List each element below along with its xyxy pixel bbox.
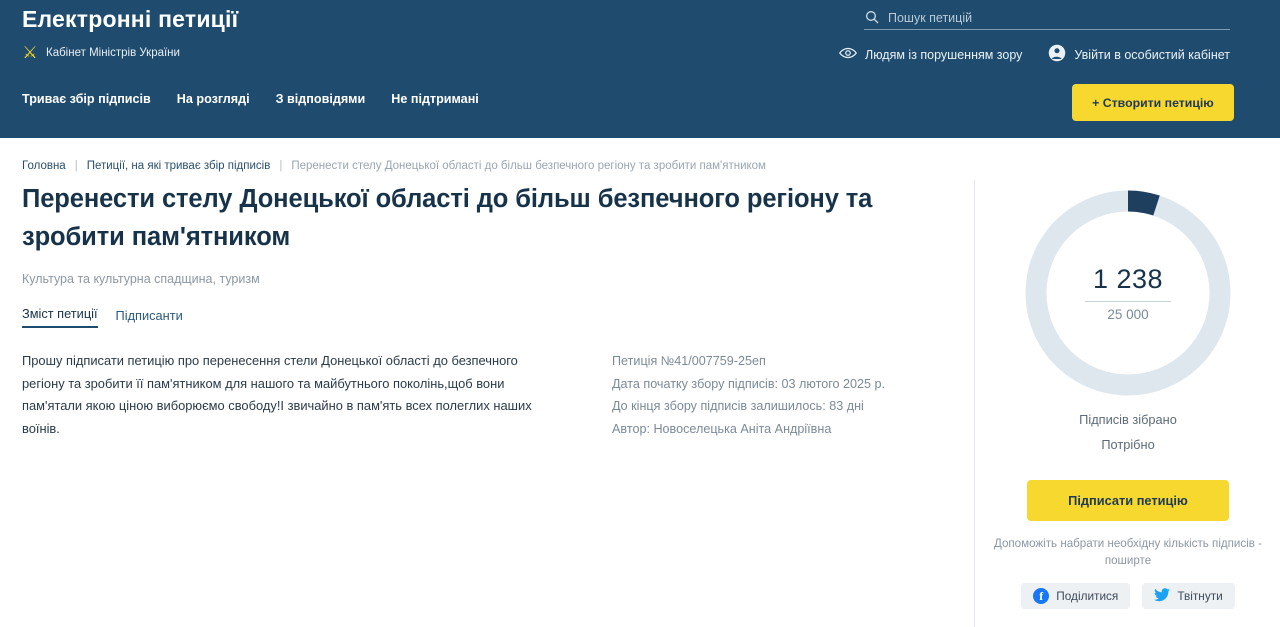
twitter-icon	[1154, 588, 1170, 605]
breadcrumb-item-home[interactable]: Головна	[22, 160, 66, 172]
nav-item-unsupported[interactable]: Не підтримані	[391, 92, 479, 106]
breadcrumb-separator: |	[279, 160, 283, 172]
petition-body	[22, 350, 952, 440]
search-icon	[864, 9, 882, 27]
page-title: Перенести стелу Донецької області до більш безпечного регіону та зробити пам'ятником	[22, 185, 873, 251]
brand-title: Електронні петиції	[22, 6, 239, 32]
header-links	[839, 44, 1230, 65]
nav-item-collecting[interactable]: Триває збір підписів	[22, 92, 151, 106]
login-link-label: Увійти в особистий кабінет	[1074, 47, 1230, 62]
petition-number: Петиція №41/007759-25еп	[612, 354, 766, 368]
petition-start-date: Дата початку збору підписів: 03 лютого 2025 р.	[612, 376, 886, 391]
create-petition-button[interactable]: + Створити петицію	[1072, 84, 1234, 121]
tab-content[interactable]: Зміст петиції	[22, 306, 98, 328]
label-needed: Потрібно	[1101, 437, 1155, 452]
petition-category: Культура та культурна спадщина, туризм	[22, 272, 260, 286]
sign-petition-button[interactable]: Підписати петицію	[1027, 480, 1229, 521]
site-header	[0, 0, 1280, 138]
signature-progress-donut	[1023, 188, 1233, 398]
nav-item-in-review[interactable]: На розгляді	[176, 92, 250, 106]
breadcrumb-separator: |	[74, 160, 78, 172]
breadcrumb	[22, 160, 766, 172]
main-nav	[22, 92, 479, 106]
signature-panel	[976, 180, 1280, 627]
accessibility-link[interactable]	[839, 46, 1022, 63]
petition-days-left: До кінця збору підписів залишилось: 83 дні	[612, 399, 864, 413]
share-facebook-label: Поділитися	[1056, 589, 1119, 603]
nav-item-answered[interactable]: З відповідями	[275, 92, 366, 106]
trident-icon: ⚔	[22, 43, 38, 62]
share-facebook-button[interactable]	[1021, 583, 1130, 609]
breadcrumb-item-collecting[interactable]: Петиції, на які триває збір підписів	[86, 160, 271, 172]
petition-text: Прошу підписати петицію про перенесення стели Донецької області до безпечного регіону та зробити її пам'ятником для нашого та майбутнього поколінь,щоб вони пам'ятали якою ціною виборюємо свободу!І звичайно в пам'ять всех полеглих наших воїнів.	[22, 353, 532, 436]
label-collected: Підписів зібрано	[1079, 412, 1177, 427]
brand-subtitle: Кабінет Міністрів України	[46, 47, 180, 59]
share-help-text: Допоможіть набрати необхідну кількість підписів - поширте	[993, 537, 1263, 567]
share-buttons	[976, 583, 1280, 609]
facebook-icon: f	[1033, 588, 1049, 604]
petition-meta	[612, 350, 942, 440]
accessibility-link-label: Людям із порушенням зору	[864, 47, 1023, 62]
petition-author: Автор: Новоселецька Аніта Андріївна	[612, 421, 832, 436]
search-bar[interactable]	[864, 6, 1230, 30]
petition-tabs	[22, 306, 952, 328]
eye-icon	[839, 46, 857, 63]
donut-divider	[1085, 301, 1171, 302]
signatures-goal: 25 000	[1107, 307, 1149, 322]
share-twitter-label: Твітнути	[1177, 589, 1223, 603]
donut-center	[1023, 188, 1233, 398]
user-circle-icon	[1048, 44, 1066, 65]
share-twitter-button[interactable]	[1142, 583, 1234, 609]
login-link[interactable]	[1048, 44, 1230, 65]
search-input[interactable]	[888, 11, 1230, 25]
breadcrumb-current: Перенести стелу Донецької області до більш безпечного регіону та зробити пам'ятником	[291, 160, 766, 172]
signatures-count: 1 238	[1092, 264, 1164, 294]
main-content	[0, 180, 975, 627]
tab-signatories[interactable]: Підписанти	[115, 308, 183, 323]
